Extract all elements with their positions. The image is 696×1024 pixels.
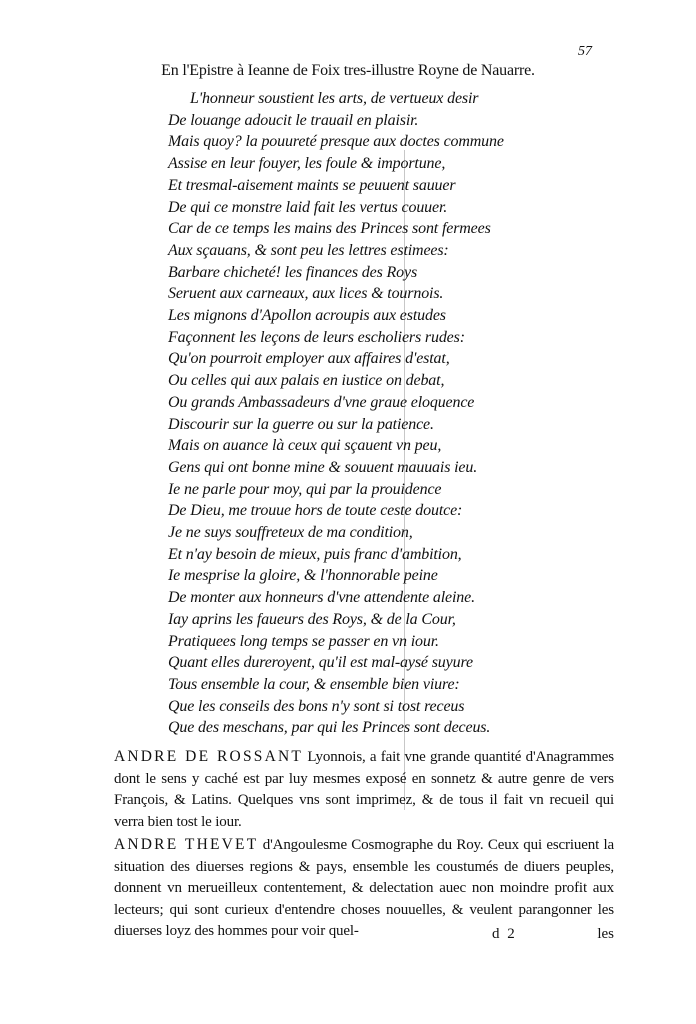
poem-line: Je ne suys souffreteux de ma condition, bbox=[168, 524, 413, 542]
poem-line: Et n'ay besoin de mieux, puis franc d'ambition, bbox=[168, 545, 462, 563]
poem-line: Car de ce temps les mains des Princes sont fermees bbox=[168, 220, 491, 238]
poem-line: Ou celles qui aux palais en iustice on debat, bbox=[168, 372, 445, 390]
poem-line: Mais on auance là ceux qui sçauent vn peu, bbox=[168, 437, 442, 455]
poem-line: Gens qui ont bonne mine & souuent mauuais ieu. bbox=[168, 458, 478, 476]
bibliographic-entries bbox=[114, 746, 614, 943]
poem-line: Et tresmal-aisement maints se peuuent sauuer bbox=[168, 176, 456, 194]
author-entry bbox=[114, 746, 614, 833]
poem-line: Ie mesprise la gloire, & l'honnorable peine bbox=[168, 567, 438, 585]
entry-text: Lyonnois, a fait vne grande quantité d'Anagrammes dont le sens y caché est par luy mesmes exposé en sonnetz & autre genre de vers François, & Latins. Quelques vns sont imprimez, & de tous il fait vn recueil qui verra bien tost le iour. bbox=[114, 749, 614, 830]
poem-line: Mais quoy? la pouureté presque aux doctes commune bbox=[168, 133, 504, 151]
poem-line: De qui ce monstre laid fait les vertus couuer. bbox=[168, 198, 448, 216]
poem-line: Façonnent les leçons de leurs escholiers rudes: bbox=[168, 328, 465, 346]
poem-line: De monter aux honneurs d'vne attendente aleine. bbox=[168, 589, 475, 607]
author-name: ANDRE DE ROSSANT bbox=[114, 748, 304, 765]
catchword: les bbox=[597, 926, 614, 942]
poem-line: Seruent aux carneaux, aux lices & tournois. bbox=[168, 285, 444, 303]
poem-line: Assise en leur fouyer, les foule & importune, bbox=[168, 155, 446, 173]
poem-line: Tous ensemble la cour, & ensemble bien viure: bbox=[168, 675, 460, 693]
poem-line: Que les conseils des bons n'y sont si tost receus bbox=[168, 697, 465, 715]
page-number: 57 bbox=[578, 44, 592, 59]
poem bbox=[168, 88, 538, 739]
poem-line: Les mignons d'Apollon acroupis aux estudes bbox=[168, 307, 446, 325]
entry-text: d'Angoulesme Cosmographe du Roy. Ceux qui escriuent la situation des diuerses regions & pays, ensemble les coustumés de diuers peuples, donnent vn merueilleux contentement, & delectation auec non moindre profit aux lecteurs; qui sont curieux d'entendre choses nouuelles, & veulent parangonner les diuerses loyz des hommes pour voir quel- bbox=[114, 837, 614, 939]
poem-line: Qu'on pourroit employer aux affaires d'estat, bbox=[168, 350, 450, 368]
poem-line: Que des meschans, par qui les Princes sont deceus. bbox=[168, 719, 491, 737]
poem-line: Ie ne parle pour moy, qui par la prouidence bbox=[168, 480, 442, 498]
poem-line: L'honneur soustient les arts, de vertueux desir bbox=[190, 90, 479, 107]
author-name: ANDRE THEVET bbox=[114, 836, 259, 853]
poem-line: Pratiquees long temps se passer en vn iour. bbox=[168, 632, 439, 650]
page-crease bbox=[404, 150, 405, 810]
signature-mark: d 2 bbox=[492, 926, 517, 942]
poem-line: Iay aprins les faueurs des Roys, & de la Cour, bbox=[168, 610, 456, 628]
poem-line: De Dieu, me trouue hors de toute ceste doutce: bbox=[168, 502, 463, 520]
poem-line: Aux sçauans, & sont peu les lettres estimees: bbox=[168, 241, 449, 259]
page-footer bbox=[114, 926, 614, 948]
poem-line: Quant elles dureroyent, qu'il est mal-aysé suyure bbox=[168, 654, 473, 672]
running-head: En l'Epistre à Ieanne de Foix tres-illustre Royne de Nauarre. bbox=[161, 62, 535, 79]
poem-line: Ou grands Ambassadeurs d'vne graue eloquence bbox=[168, 393, 475, 411]
poem-line: Discourir sur la guerre ou sur la patience. bbox=[168, 415, 434, 433]
poem-line: De louange adoucit le trauail en plaisir. bbox=[168, 111, 419, 129]
poem-line: Barbare chicheté! les finances des Roys bbox=[168, 263, 418, 281]
